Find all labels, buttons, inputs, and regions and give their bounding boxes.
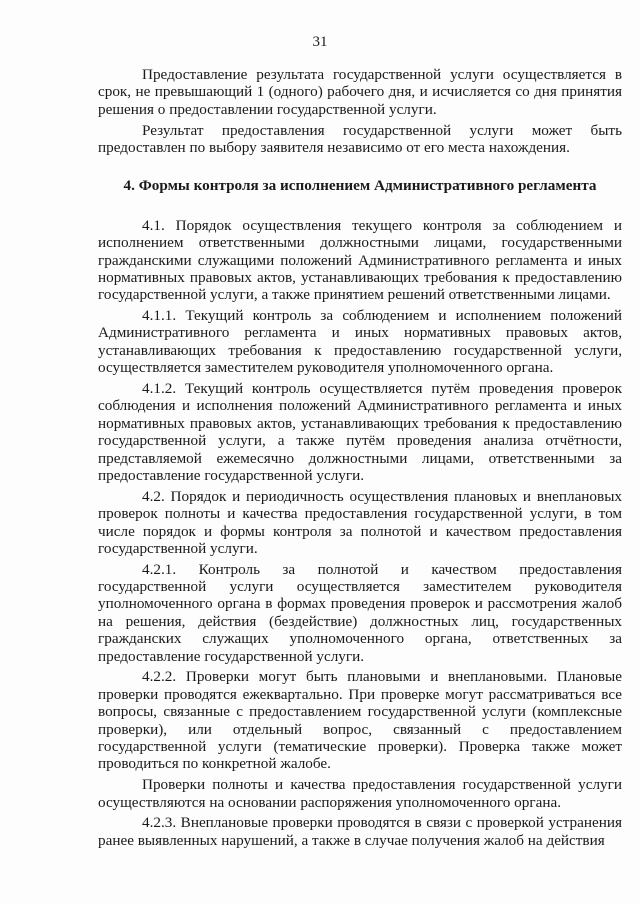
paragraph-4-1: 4.1. Порядок осуществления текущего контроля за соблюдением и исполнением ответственными должностными лицами, государственными гражданскими служащими положений Административного регламента и иных нормативных правовых актов, устанавливающих требования к предоставлению государственной услуги, а также принятием решений ответственными лицами. [98, 216, 622, 304]
paragraph-4-1-2: 4.1.2. Текущий контроль осуществляется путём проведения проверок соблюдения и исполнения положений Административного регламента и иных нормативных правовых актов, устанавливающих требования к предоставлению государственной услуги, а также путём проведения анализа отчётности, представляемой ежемесячно должностными лицами, ответственными за предоставление государственной услуги. [98, 379, 622, 485]
paragraph-4-1-1: 4.1.1. Текущий контроль за соблюдением и исполнением положений Административного регламента и иных нормативных правовых актов, устанавливающих требования к предоставлению государственной услуги, осуществляется заместителем руководителя уполномоченного органа. [98, 307, 622, 377]
section-heading: 4. Формы контроля за исполнением Административного регламента [123, 177, 597, 195]
document-body [98, 66, 622, 852]
paragraph-inspection-basis: Проверки полноты и качества предоставления государственной услуги осуществляются на основании распоряжения уполномоченного органа. [98, 776, 622, 811]
paragraph-result-delivery: Результат предоставления государственной услуги может быть предоставлен по выбору заявителя независимо от его места нахождения. [98, 121, 622, 156]
paragraph-4-2-1: 4.2.1. Контроль за полнотой и качеством предоставления государственной услуги осуществляется заместителем руководителя уполномоченного органа в формах проведения проверок и рассмотрения жалоб на решения, действия (бездействие) должностных лиц, государственных гражданских служащих уполномоченного органа, ответственных за предоставление государственной услуги. [98, 560, 622, 665]
paragraph-result-deadline: Предоставление результата государственной услуги осуществляется в срок, не превышающий 1 (одного) рабочего дня, и исчисляется со дня принятия решения о предоставлении государственной услуги. [98, 66, 622, 118]
page-number: 31 [312, 34, 328, 50]
paragraph-4-2: 4.2. Порядок и периодичность осуществления плановых и внеплановых проверок полноты и качества предоставления государственной услуги, в том числе порядок и формы контроля за полнотой и качеством предоставления государственной услуги. [98, 487, 622, 557]
paragraph-4-2-2: 4.2.2. Проверки могут быть плановыми и внеплановыми. Плановые проверки проводятся ежеквартально. При проверке могут рассматриваться все вопросы, связанные с предоставлением государственной услуги (комплексные проверки), или отдельный вопрос, связанный с предоставлением государственной услуги (тематические проверки). Проверка также может проводиться по конкретной жалобе. [98, 668, 622, 773]
paragraph-4-2-3: 4.2.3. Внеплановые проверки проводятся в связи с проверкой устранения ранее выявленных нарушений, а также в случае получения жалоб на действия [98, 814, 622, 849]
